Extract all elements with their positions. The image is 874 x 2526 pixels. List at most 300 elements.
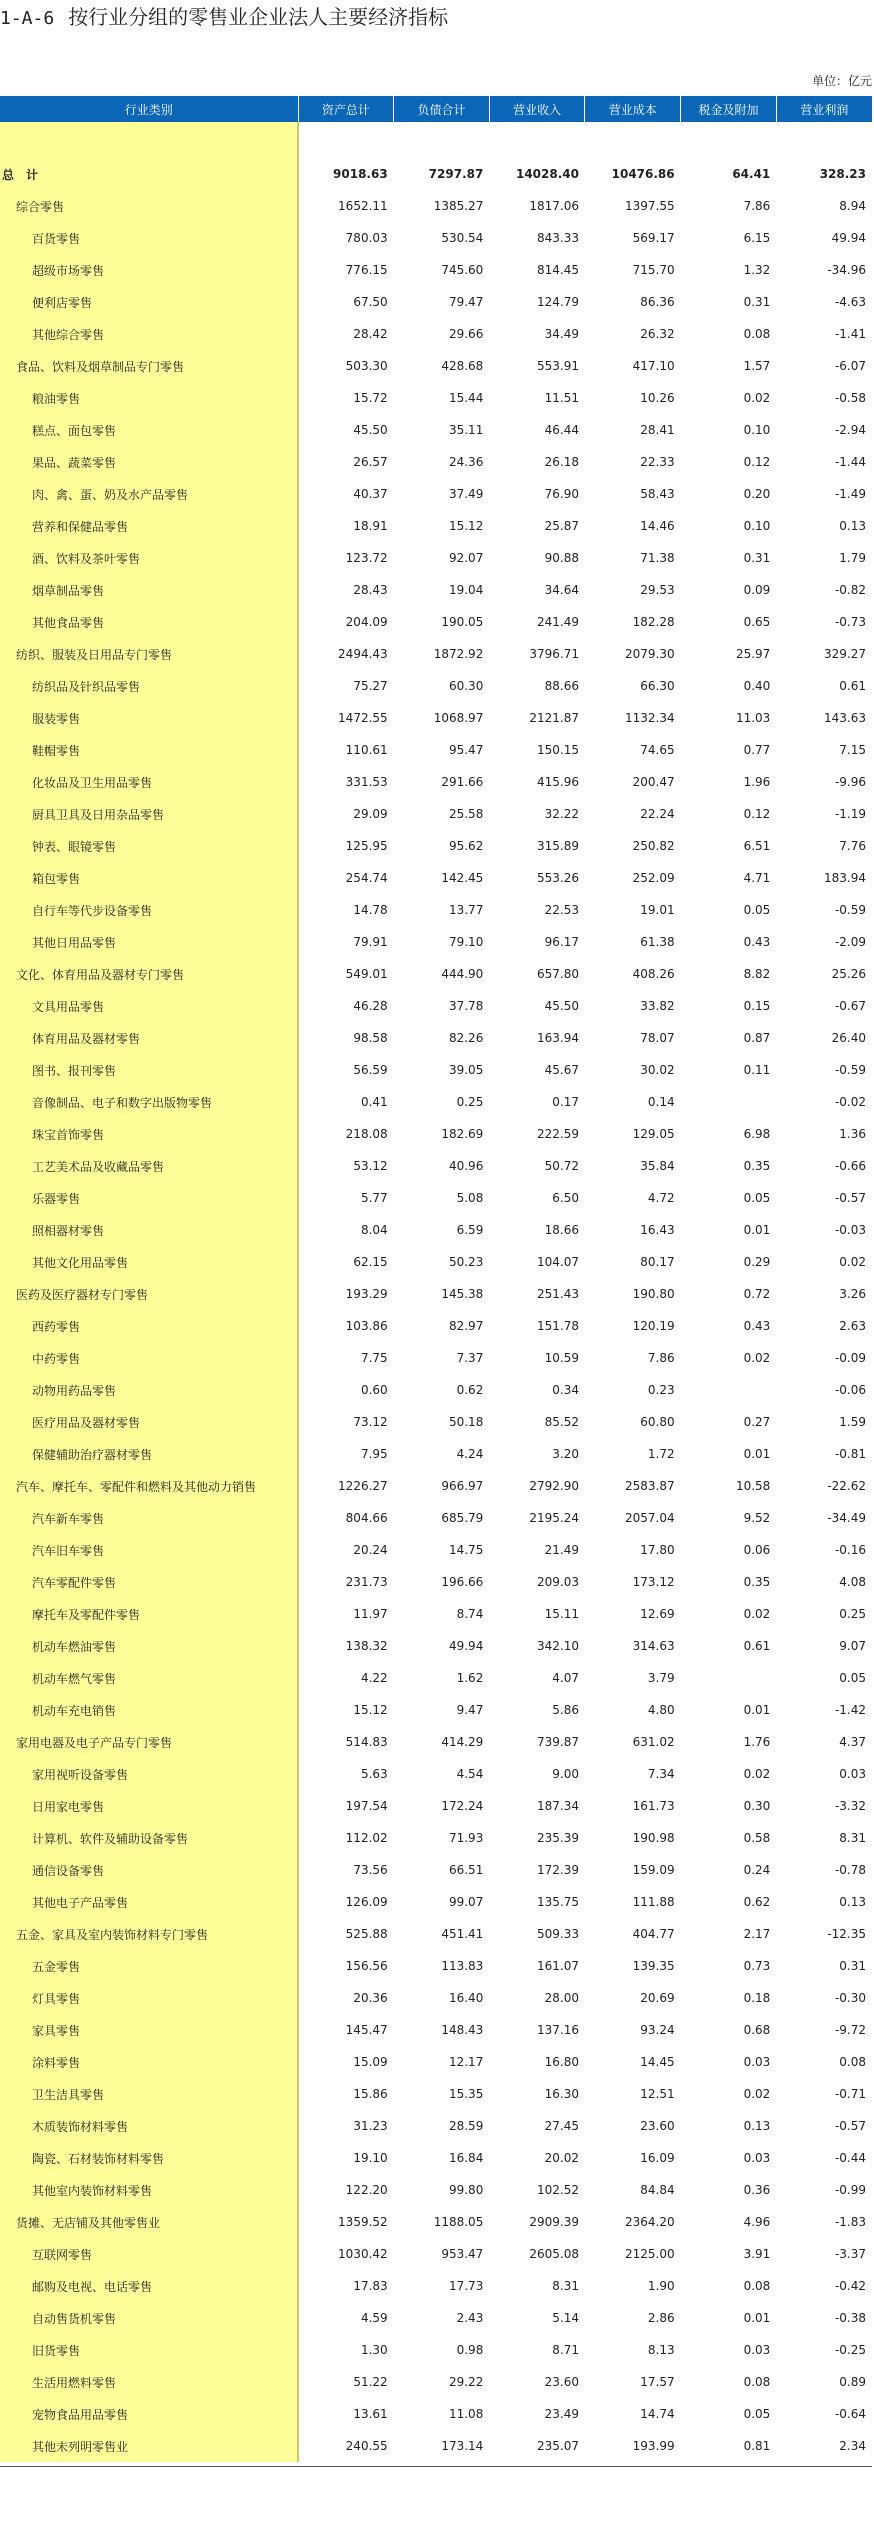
value-cell: 60.80 bbox=[640, 1415, 675, 1429]
value-cell: 0.09 bbox=[743, 583, 771, 597]
value-cell: 745.60 bbox=[441, 263, 484, 277]
industry-name: 食品、饮料及烟草制品专门零售 bbox=[0, 350, 298, 382]
value-cell: -0.57 bbox=[834, 2119, 866, 2133]
value-cell: 0.35 bbox=[743, 1575, 771, 1589]
value-cell: -0.03 bbox=[834, 1223, 866, 1237]
table-row bbox=[0, 2110, 872, 2142]
value-cell: 1.62 bbox=[456, 1671, 484, 1685]
value-cell: 780.03 bbox=[345, 231, 388, 245]
value-cell: 96.17 bbox=[544, 935, 579, 949]
table-row bbox=[0, 1022, 872, 1054]
table-row bbox=[0, 190, 872, 222]
value-cell: 0.62 bbox=[743, 1895, 771, 1909]
value-cell: 22.33 bbox=[640, 455, 675, 469]
value-cell: 15.12 bbox=[353, 1703, 388, 1717]
industry-name: 粮油零售 bbox=[0, 382, 298, 414]
value-cell: 25.97 bbox=[735, 647, 771, 661]
value-cell: -0.02 bbox=[834, 1095, 866, 1109]
value-cell: 29.66 bbox=[448, 327, 484, 341]
value-cell: -0.25 bbox=[834, 2343, 866, 2357]
table-row bbox=[0, 1534, 872, 1566]
value-cell: 1817.06 bbox=[529, 199, 579, 213]
table-row bbox=[0, 2142, 872, 2174]
table-row bbox=[0, 2398, 872, 2430]
value-cell: 0.36 bbox=[743, 2183, 771, 2197]
value-cell: 328.23 bbox=[819, 167, 866, 181]
value-cell: 60.30 bbox=[448, 679, 484, 693]
value-cell: 16.09 bbox=[640, 2151, 675, 2165]
table-row bbox=[0, 446, 872, 478]
value-cell: 19.10 bbox=[353, 2151, 388, 2165]
value-cell: 93.24 bbox=[640, 2023, 675, 2037]
value-cell: 6.98 bbox=[743, 1127, 771, 1141]
table-row bbox=[0, 2078, 872, 2110]
value-cell: 1.59 bbox=[839, 1415, 866, 1429]
industry-name: 计算机、软件及辅助设备零售 bbox=[0, 1822, 298, 1854]
table-row bbox=[0, 1950, 872, 1982]
value-cell: 23.60 bbox=[544, 2375, 579, 2389]
value-cell: 240.55 bbox=[345, 2439, 388, 2453]
value-cell: 148.43 bbox=[441, 2023, 484, 2037]
table-row bbox=[0, 894, 872, 926]
value-cell: 73.56 bbox=[353, 1863, 388, 1877]
value-cell: 0.62 bbox=[456, 1383, 484, 1397]
indicator-table bbox=[0, 96, 872, 2462]
value-cell: 4.37 bbox=[839, 1735, 866, 1749]
industry-name: 西药零售 bbox=[0, 1310, 298, 1342]
value-cell: 80.17 bbox=[640, 1255, 675, 1269]
value-cell: 193.99 bbox=[632, 2439, 675, 2453]
value-cell: 200.47 bbox=[632, 775, 675, 789]
value-cell: 2583.87 bbox=[625, 1479, 675, 1493]
value-cell: -0.82 bbox=[834, 583, 866, 597]
value-cell: 7.86 bbox=[647, 1351, 675, 1365]
value-cell: 21.49 bbox=[544, 1543, 579, 1557]
value-cell: 1359.52 bbox=[338, 2215, 388, 2229]
spacer-cell bbox=[681, 122, 777, 158]
value-cell: 120.19 bbox=[632, 1319, 675, 1333]
value-cell: 0.27 bbox=[743, 1415, 771, 1429]
value-cell: 1472.55 bbox=[338, 711, 388, 725]
value-cell: 0.81 bbox=[743, 2439, 771, 2453]
value-cell: 10.26 bbox=[640, 391, 675, 405]
value-cell: 4.22 bbox=[360, 1671, 388, 1685]
industry-name: 灯具零售 bbox=[0, 1982, 298, 2014]
value-cell: 99.80 bbox=[448, 2183, 484, 2197]
industry-name: 钟表、眼镜零售 bbox=[0, 830, 298, 862]
value-cell: 30.02 bbox=[640, 1063, 675, 1077]
industry-name: 服装零售 bbox=[0, 702, 298, 734]
value-cell: 9018.63 bbox=[333, 167, 388, 181]
value-cell: 7.86 bbox=[743, 199, 771, 213]
value-cell: 190.05 bbox=[441, 615, 484, 629]
value-cell: -4.63 bbox=[834, 295, 866, 309]
value-cell: -9.72 bbox=[834, 2023, 866, 2037]
industry-name: 机动车充电销售 bbox=[0, 1694, 298, 1726]
value-cell: -0.09 bbox=[834, 1351, 866, 1365]
value-cell: 22.24 bbox=[640, 807, 675, 821]
value-cell: 46.44 bbox=[544, 423, 579, 437]
value-cell: 0.06 bbox=[743, 1543, 771, 1557]
table-row bbox=[0, 574, 872, 606]
value-cell: -0.57 bbox=[834, 1191, 866, 1205]
spacer-cell bbox=[489, 122, 585, 158]
value-cell: 4.07 bbox=[552, 1671, 579, 1685]
value-cell: 408.26 bbox=[632, 967, 675, 981]
industry-name: 涂料零售 bbox=[0, 2046, 298, 2078]
value-cell: 776.15 bbox=[345, 263, 388, 277]
total-row bbox=[0, 158, 872, 190]
table-row bbox=[0, 702, 872, 734]
value-cell: -0.44 bbox=[834, 2151, 866, 2165]
value-cell: 415.96 bbox=[536, 775, 579, 789]
value-cell: 20.24 bbox=[353, 1543, 388, 1557]
value-cell: 0.03 bbox=[743, 2151, 771, 2165]
value-cell: 163.94 bbox=[536, 1031, 579, 1045]
value-cell: 71.38 bbox=[640, 551, 675, 565]
industry-name: 总 计 bbox=[0, 158, 298, 190]
table-row bbox=[0, 2206, 872, 2238]
value-cell: 79.47 bbox=[448, 295, 484, 309]
industry-name: 乐器零售 bbox=[0, 1182, 298, 1214]
value-cell: 135.75 bbox=[536, 1895, 579, 1909]
value-cell: -1.49 bbox=[834, 487, 866, 501]
value-cell: 1.72 bbox=[647, 1447, 675, 1461]
value-cell: 8.13 bbox=[647, 2343, 675, 2357]
value-cell: -6.07 bbox=[834, 359, 866, 373]
value-cell: 7297.87 bbox=[428, 167, 484, 181]
table-row bbox=[0, 606, 872, 638]
value-cell: 88.66 bbox=[544, 679, 579, 693]
value-cell: 129.05 bbox=[632, 1127, 675, 1141]
header-operating-cost: 营业成本 bbox=[585, 96, 681, 122]
industry-name: 烟草制品零售 bbox=[0, 574, 298, 606]
value-cell: 1652.11 bbox=[338, 199, 388, 213]
value-cell: 45.50 bbox=[353, 423, 388, 437]
value-cell: 23.49 bbox=[544, 2407, 579, 2421]
value-cell: 28.41 bbox=[640, 423, 675, 437]
value-cell: 39.05 bbox=[448, 1063, 484, 1077]
value-cell: 1.79 bbox=[839, 551, 866, 565]
value-cell: 222.59 bbox=[536, 1127, 579, 1141]
value-cell: 804.66 bbox=[345, 1511, 388, 1525]
value-cell: -0.67 bbox=[834, 999, 866, 1013]
value-cell: 15.86 bbox=[353, 2087, 388, 2101]
value-cell: 137.16 bbox=[536, 2023, 579, 2037]
value-cell: 14.75 bbox=[448, 1543, 484, 1557]
industry-name: 机动车燃油零售 bbox=[0, 1630, 298, 1662]
value-cell: 124.79 bbox=[536, 295, 579, 309]
value-cell: -0.38 bbox=[834, 2311, 866, 2325]
value-cell: 10.59 bbox=[544, 1351, 579, 1365]
industry-name: 化妆品及卫生用品零售 bbox=[0, 766, 298, 798]
value-cell: 98.58 bbox=[353, 1031, 388, 1045]
table-row bbox=[0, 1822, 872, 1854]
value-cell: 183.94 bbox=[824, 871, 866, 885]
value-cell: 525.88 bbox=[345, 1927, 388, 1941]
value-cell: 315.89 bbox=[536, 839, 579, 853]
value-cell: 122.20 bbox=[345, 2183, 388, 2197]
value-cell: 0.10 bbox=[743, 519, 771, 533]
value-cell: 125.95 bbox=[345, 839, 388, 853]
value-cell: 2.86 bbox=[647, 2311, 675, 2325]
value-cell: 10476.86 bbox=[611, 167, 675, 181]
value-cell: 685.79 bbox=[441, 1511, 484, 1525]
value-cell: 0.25 bbox=[456, 1095, 484, 1109]
industry-name: 通信设备零售 bbox=[0, 1854, 298, 1886]
value-cell: 2121.87 bbox=[529, 711, 579, 725]
value-cell: 95.47 bbox=[448, 743, 484, 757]
industry-name: 汽车零配件零售 bbox=[0, 1566, 298, 1598]
value-cell: 145.38 bbox=[441, 1287, 484, 1301]
value-cell: -12.35 bbox=[827, 1927, 866, 1941]
value-cell: 15.35 bbox=[448, 2087, 484, 2101]
industry-name: 照相器材零售 bbox=[0, 1214, 298, 1246]
value-cell: 3.20 bbox=[552, 1447, 579, 1461]
industry-name: 自行车等代步设备零售 bbox=[0, 894, 298, 926]
value-cell: 5.63 bbox=[360, 1767, 388, 1781]
table-row bbox=[0, 1694, 872, 1726]
table-row bbox=[0, 1246, 872, 1278]
value-cell: 1.30 bbox=[360, 2343, 388, 2357]
value-cell: 235.07 bbox=[536, 2439, 579, 2453]
industry-name: 互联网零售 bbox=[0, 2238, 298, 2270]
value-cell: 2494.43 bbox=[338, 647, 388, 661]
value-cell: -0.78 bbox=[834, 1863, 866, 1877]
value-cell: 1.76 bbox=[743, 1735, 771, 1749]
value-cell: 235.39 bbox=[536, 1831, 579, 1845]
value-cell: 0.25 bbox=[839, 1607, 866, 1621]
value-cell: 79.91 bbox=[353, 935, 388, 949]
value-cell: 16.80 bbox=[544, 2055, 579, 2069]
value-cell: 145.47 bbox=[345, 2023, 388, 2037]
value-cell: 4.96 bbox=[743, 2215, 771, 2229]
value-cell: 342.10 bbox=[536, 1639, 579, 1653]
table-row bbox=[0, 2302, 872, 2334]
value-cell bbox=[681, 1086, 777, 1118]
value-cell: 0.01 bbox=[743, 1703, 771, 1717]
industry-name: 厨具卫具及日用杂品零售 bbox=[0, 798, 298, 830]
industry-name: 纺织品及针织品零售 bbox=[0, 670, 298, 702]
value-cell: 49.94 bbox=[448, 1639, 484, 1653]
value-cell: 18.91 bbox=[353, 519, 388, 533]
value-cell: -3.37 bbox=[834, 2247, 866, 2261]
value-cell: -2.09 bbox=[834, 935, 866, 949]
value-cell: 4.80 bbox=[647, 1703, 675, 1717]
value-cell: 78.07 bbox=[640, 1031, 675, 1045]
table-row bbox=[0, 1598, 872, 1630]
value-cell: 4.08 bbox=[839, 1575, 866, 1589]
industry-name: 宠物食品用品零售 bbox=[0, 2398, 298, 2430]
table-row bbox=[0, 2366, 872, 2398]
industry-name: 家用电器及电子产品专门零售 bbox=[0, 1726, 298, 1758]
value-cell: 29.22 bbox=[448, 2375, 484, 2389]
value-cell: -1.44 bbox=[834, 455, 866, 469]
value-cell: 1030.42 bbox=[338, 2247, 388, 2261]
value-cell: 31.23 bbox=[353, 2119, 388, 2133]
value-cell: 444.90 bbox=[441, 967, 484, 981]
industry-name: 机动车燃气零售 bbox=[0, 1662, 298, 1694]
value-cell: 142.45 bbox=[441, 871, 484, 885]
value-cell: 2909.39 bbox=[529, 2215, 579, 2229]
value-cell: 61.38 bbox=[640, 935, 675, 949]
industry-name: 自动售货机零售 bbox=[0, 2302, 298, 2334]
value-cell: 16.84 bbox=[448, 2151, 484, 2165]
value-cell: 814.45 bbox=[536, 263, 579, 277]
industry-name: 汽车旧车零售 bbox=[0, 1534, 298, 1566]
value-cell: 17.57 bbox=[640, 2375, 675, 2389]
value-cell: 739.87 bbox=[536, 1735, 579, 1749]
value-cell: 3.91 bbox=[743, 2247, 771, 2261]
value-cell: 0.05 bbox=[743, 903, 771, 917]
value-cell: 159.09 bbox=[632, 1863, 675, 1877]
value-cell: 161.07 bbox=[536, 1959, 579, 1973]
value-cell: 0.01 bbox=[743, 1223, 771, 1237]
value-cell: 151.78 bbox=[536, 1319, 579, 1333]
value-cell: 37.78 bbox=[448, 999, 484, 1013]
table-code: 1-A-6 bbox=[0, 8, 55, 29]
value-cell: 0.13 bbox=[839, 1895, 866, 1909]
value-cell: 123.72 bbox=[345, 551, 388, 565]
table-row bbox=[0, 734, 872, 766]
value-cell: 4.24 bbox=[456, 1447, 484, 1461]
value-cell: 553.26 bbox=[536, 871, 579, 885]
value-cell: 92.07 bbox=[448, 551, 484, 565]
value-cell: 0.02 bbox=[743, 1767, 771, 1781]
table-row bbox=[0, 2334, 872, 2366]
value-cell: 2.43 bbox=[456, 2311, 484, 2325]
value-cell: 6.51 bbox=[743, 839, 771, 853]
value-cell: 1188.05 bbox=[433, 2215, 484, 2229]
value-cell: 84.84 bbox=[640, 2183, 675, 2197]
value-cell: 0.58 bbox=[743, 1831, 771, 1845]
table-row bbox=[0, 542, 872, 574]
value-cell: 50.18 bbox=[448, 1415, 484, 1429]
industry-name: 五金、家具及室内装饰材料专门零售 bbox=[0, 1918, 298, 1950]
value-cell: 190.80 bbox=[632, 1287, 675, 1301]
value-cell: 0.05 bbox=[839, 1671, 866, 1685]
value-cell: 0.03 bbox=[743, 2055, 771, 2069]
table-row bbox=[0, 1214, 872, 1246]
table-header bbox=[0, 96, 872, 122]
header-industry: 行业类别 bbox=[0, 96, 298, 122]
value-cell: 28.59 bbox=[448, 2119, 484, 2133]
value-cell: 509.33 bbox=[536, 1927, 579, 1941]
value-cell: 13.61 bbox=[353, 2407, 388, 2421]
value-cell: 28.00 bbox=[544, 1991, 579, 2005]
industry-name: 营养和保健品零售 bbox=[0, 510, 298, 542]
value-cell: -2.94 bbox=[834, 423, 866, 437]
value-cell: 14.78 bbox=[353, 903, 388, 917]
value-cell: 28.43 bbox=[353, 583, 388, 597]
value-cell: 2792.90 bbox=[529, 1479, 579, 1493]
table-row bbox=[0, 1502, 872, 1534]
industry-name: 木质装饰材料零售 bbox=[0, 2110, 298, 2142]
value-cell: 0.89 bbox=[839, 2375, 866, 2389]
table-row bbox=[0, 2014, 872, 2046]
value-cell: 32.22 bbox=[544, 807, 579, 821]
table-row bbox=[0, 1374, 872, 1406]
value-cell: 0.41 bbox=[360, 1095, 388, 1109]
value-cell: 251.43 bbox=[536, 1287, 579, 1301]
value-cell: 0.02 bbox=[743, 2087, 771, 2101]
value-cell: 86.36 bbox=[640, 295, 675, 309]
value-cell: 291.66 bbox=[441, 775, 484, 789]
industry-name: 其他室内装饰材料零售 bbox=[0, 2174, 298, 2206]
value-cell: 1.32 bbox=[743, 263, 771, 277]
value-cell: 0.03 bbox=[839, 1767, 866, 1781]
value-cell: 111.88 bbox=[632, 1895, 675, 1909]
value-cell: 0.10 bbox=[743, 423, 771, 437]
value-cell: -0.59 bbox=[834, 1063, 866, 1077]
value-cell: 104.07 bbox=[536, 1255, 579, 1269]
value-cell: 28.42 bbox=[353, 327, 388, 341]
value-cell: 12.17 bbox=[448, 2055, 484, 2069]
value-cell: 23.60 bbox=[640, 2119, 675, 2133]
value-cell: 0.02 bbox=[743, 1607, 771, 1621]
value-cell: -22.62 bbox=[827, 1479, 866, 1493]
industry-name: 陶瓷、石材装饰材料零售 bbox=[0, 2142, 298, 2174]
table-row bbox=[0, 958, 872, 990]
value-cell: 331.53 bbox=[345, 775, 388, 789]
value-cell: 0.98 bbox=[456, 2343, 484, 2357]
value-cell: 0.20 bbox=[743, 487, 771, 501]
unit-label: 单位：亿元 bbox=[811, 74, 872, 88]
value-cell: -9.96 bbox=[834, 775, 866, 789]
value-cell: 71.93 bbox=[448, 1831, 484, 1845]
value-cell: 5.08 bbox=[456, 1191, 484, 1205]
value-cell: 26.40 bbox=[831, 1031, 866, 1045]
value-cell: 66.30 bbox=[640, 679, 675, 693]
value-cell: 11.03 bbox=[735, 711, 771, 725]
value-cell: 12.69 bbox=[640, 1607, 675, 1621]
value-cell: 953.47 bbox=[441, 2247, 484, 2261]
value-cell: 0.08 bbox=[743, 2375, 771, 2389]
value-cell: 35.11 bbox=[448, 423, 484, 437]
value-cell: 17.80 bbox=[640, 1543, 675, 1557]
value-cell: 4.71 bbox=[743, 871, 771, 885]
table-row bbox=[0, 830, 872, 862]
industry-name: 其他日用品零售 bbox=[0, 926, 298, 958]
value-cell: 0.02 bbox=[743, 1351, 771, 1365]
industry-name: 动物用药品零售 bbox=[0, 1374, 298, 1406]
value-cell: 58.43 bbox=[640, 487, 675, 501]
value-cell: 2125.00 bbox=[625, 2247, 675, 2261]
value-cell: 40.37 bbox=[353, 487, 388, 501]
value-cell: 569.17 bbox=[632, 231, 675, 245]
value-cell: 67.50 bbox=[353, 295, 388, 309]
value-cell: 0.35 bbox=[743, 1159, 771, 1173]
value-cell: 45.67 bbox=[544, 1063, 579, 1077]
value-cell: 193.29 bbox=[345, 1287, 388, 1301]
value-cell: 14.45 bbox=[640, 2055, 675, 2069]
value-cell: 0.08 bbox=[839, 2055, 866, 2069]
value-cell: 549.01 bbox=[345, 967, 388, 981]
value-cell: 53.12 bbox=[353, 1159, 388, 1173]
table-bottom-rule bbox=[0, 2466, 872, 2467]
value-cell: 103.86 bbox=[345, 1319, 388, 1333]
industry-name: 鞋帽零售 bbox=[0, 734, 298, 766]
value-cell: 1397.55 bbox=[625, 199, 675, 213]
industry-name: 箱包零售 bbox=[0, 862, 298, 894]
value-cell: 1.96 bbox=[743, 775, 771, 789]
value-cell: 37.49 bbox=[448, 487, 484, 501]
table-row bbox=[0, 2238, 872, 2270]
value-cell: 966.97 bbox=[441, 1479, 484, 1493]
value-cell: 16.43 bbox=[640, 1223, 675, 1237]
value-cell: 1385.27 bbox=[433, 199, 484, 213]
value-cell: 150.15 bbox=[536, 743, 579, 757]
